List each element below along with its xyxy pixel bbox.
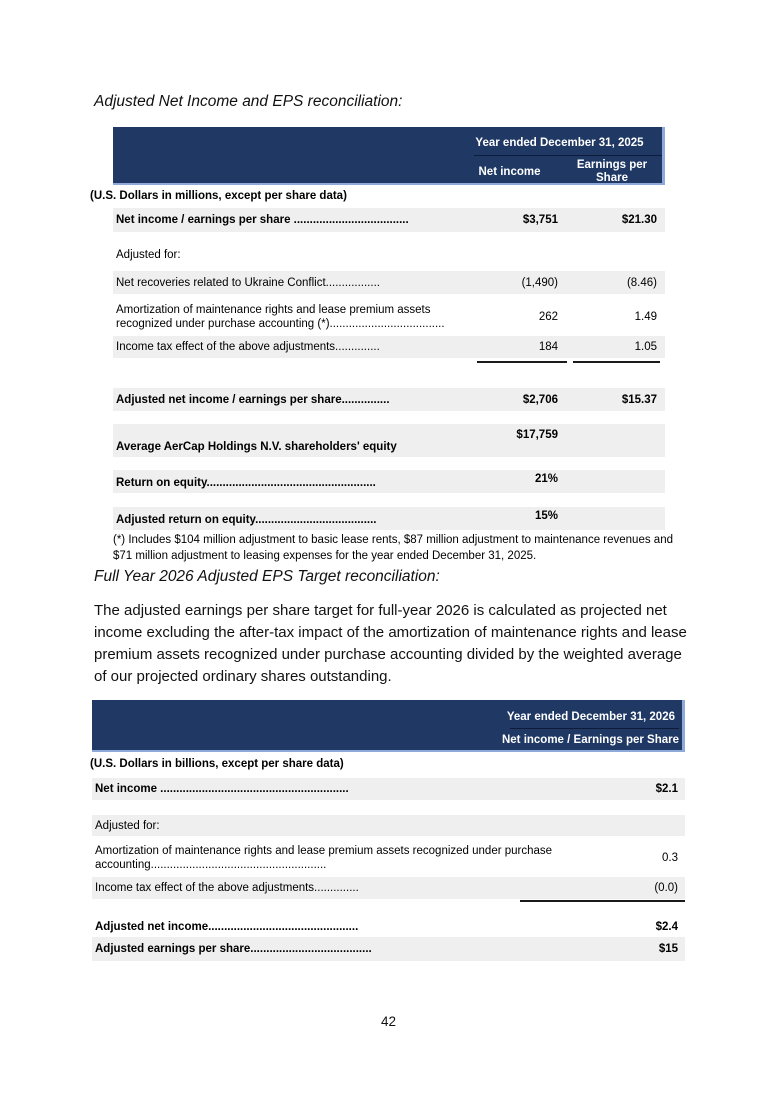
net-income-value: 262 (538, 310, 558, 323)
row-label: Adjusted for: (116, 248, 181, 261)
adjusted-roe-value: 15% (534, 510, 558, 522)
row-adjusted-return-on-equity (113, 507, 665, 530)
row-ukraine-recoveries (113, 271, 665, 294)
row-average-shareholders-equity (113, 424, 665, 457)
row-label: Adjusted return on equity...................................... (116, 514, 377, 526)
row-amortization-2026 (92, 838, 685, 877)
value-cell: $2.1 (655, 783, 678, 795)
table2-header (92, 700, 685, 752)
table2-header-right (487, 700, 682, 747)
table1-header-right (457, 127, 662, 183)
row-net-income-eps (113, 208, 665, 232)
table2-column-label: Net income / Earnings per Share (501, 734, 679, 746)
empty-cell (565, 470, 665, 493)
net-income-value: (1,490) (521, 276, 558, 289)
row-adjusted-eps-2026 (92, 937, 685, 961)
row-return-on-equity (113, 470, 665, 493)
table1-col-net-income: Net income (478, 165, 541, 178)
net-income-value: $3,751 (522, 214, 558, 226)
equity-value: $17,759 (516, 429, 558, 441)
page-number: 42 (380, 1014, 397, 1029)
table2-header-rule (510, 728, 679, 729)
row-label: Net recoveries related to Ukraine Conflict................. (116, 276, 380, 289)
value-cell: $15 (658, 943, 678, 955)
eps-value: $15.37 (621, 393, 657, 406)
empty-cell (565, 424, 665, 457)
row-label: Net income ........................................................... (95, 783, 349, 795)
table2-units-note: (U.S. Dollars in billions, except per share data) (90, 758, 344, 770)
table2-period-label: Year ended December 31, 2026 (506, 711, 675, 723)
section2-paragraph: The adjusted earnings per share target for full-year 2026 is calculated as projected net income excluding the after-tax impact of the amortization of maintenance rights and lease premium assets recognized under purchase accounting divided by the weighted average of our projected ordinary shares outstanding. (94, 602, 687, 685)
table1-column-labels (457, 156, 662, 185)
reconciliation-table-2025 (90, 127, 673, 564)
row-amortization (113, 297, 665, 336)
row-label: Adjusted for: (95, 819, 160, 832)
row-label: Adjusted net income / earnings per share............... (116, 393, 390, 406)
row-adjusted-for-2026 (92, 815, 685, 836)
table1-period-label: Year ended December 31, 2025 (475, 137, 644, 149)
row-adjusted-net-income-eps (113, 388, 665, 411)
net-income-value: $2,706 (522, 393, 558, 406)
table1-header (113, 127, 665, 185)
row-label: Net income / earnings per share .................................... (116, 214, 409, 226)
subtotal-underline-2026 (92, 900, 685, 902)
table1-col-eps: Earnings per Share (576, 159, 648, 184)
row-label: Adjusted earnings per share...................................... (95, 943, 372, 955)
eps-value: $21.30 (621, 214, 657, 226)
eps-target-table-2026 (92, 700, 685, 961)
underline-net-income-column (477, 361, 567, 363)
row-adjusted-for (113, 245, 665, 264)
eps-value: 1.05 (634, 341, 657, 353)
roe-value: 21% (534, 473, 558, 485)
row-label: Income tax effect of the above adjustments.............. (95, 882, 359, 894)
section2-title: Full Year 2026 Adjusted EPS Target reconciliation: (94, 568, 440, 585)
row-income-tax-effect (113, 336, 665, 358)
row-label: Adjusted net income............................................... (95, 921, 359, 933)
row-income-tax-effect-2026 (92, 877, 685, 899)
table1-units-note: (U.S. Dollars in millions, except per share data) (90, 190, 347, 202)
empty-cell (565, 507, 665, 530)
row-label: Amortization of maintenance rights and lease premium assets recognized under purchase accounting (*).................................... (116, 303, 445, 330)
section1-title: Adjusted Net Income and EPS reconciliation: (94, 93, 403, 110)
row-label: Income tax effect of the above adjustments.............. (116, 341, 380, 353)
table1-footnote: (*) Includes $104 million adjustment to basic lease rents, $87 million adjustment to maintenance revenues and $71 million adjustment to leasing expenses for the year ended December 31, 2025. (113, 534, 673, 562)
value-cell: 0.3 (662, 851, 678, 864)
net-income-value: 184 (538, 341, 558, 353)
row-adjusted-net-income-2026 (92, 917, 685, 937)
eps-value: (8.46) (626, 276, 657, 289)
underline-eps-column (573, 361, 660, 363)
row-label: Return on equity..................................................... (116, 477, 376, 489)
eps-value: 1.49 (634, 310, 657, 323)
row-net-income-2026 (92, 778, 685, 800)
row-label: Amortization of maintenance rights and lease premium assets recognized under purchase accounting....................................................... (95, 844, 553, 871)
value-cell: (0.0) (654, 882, 678, 894)
subtotal-underlines (113, 361, 665, 363)
underline-value-column (520, 900, 685, 902)
value-cell: $2.4 (655, 921, 678, 933)
row-label: Average AerCap Holdings N.V. shareholders' equity (116, 441, 397, 453)
